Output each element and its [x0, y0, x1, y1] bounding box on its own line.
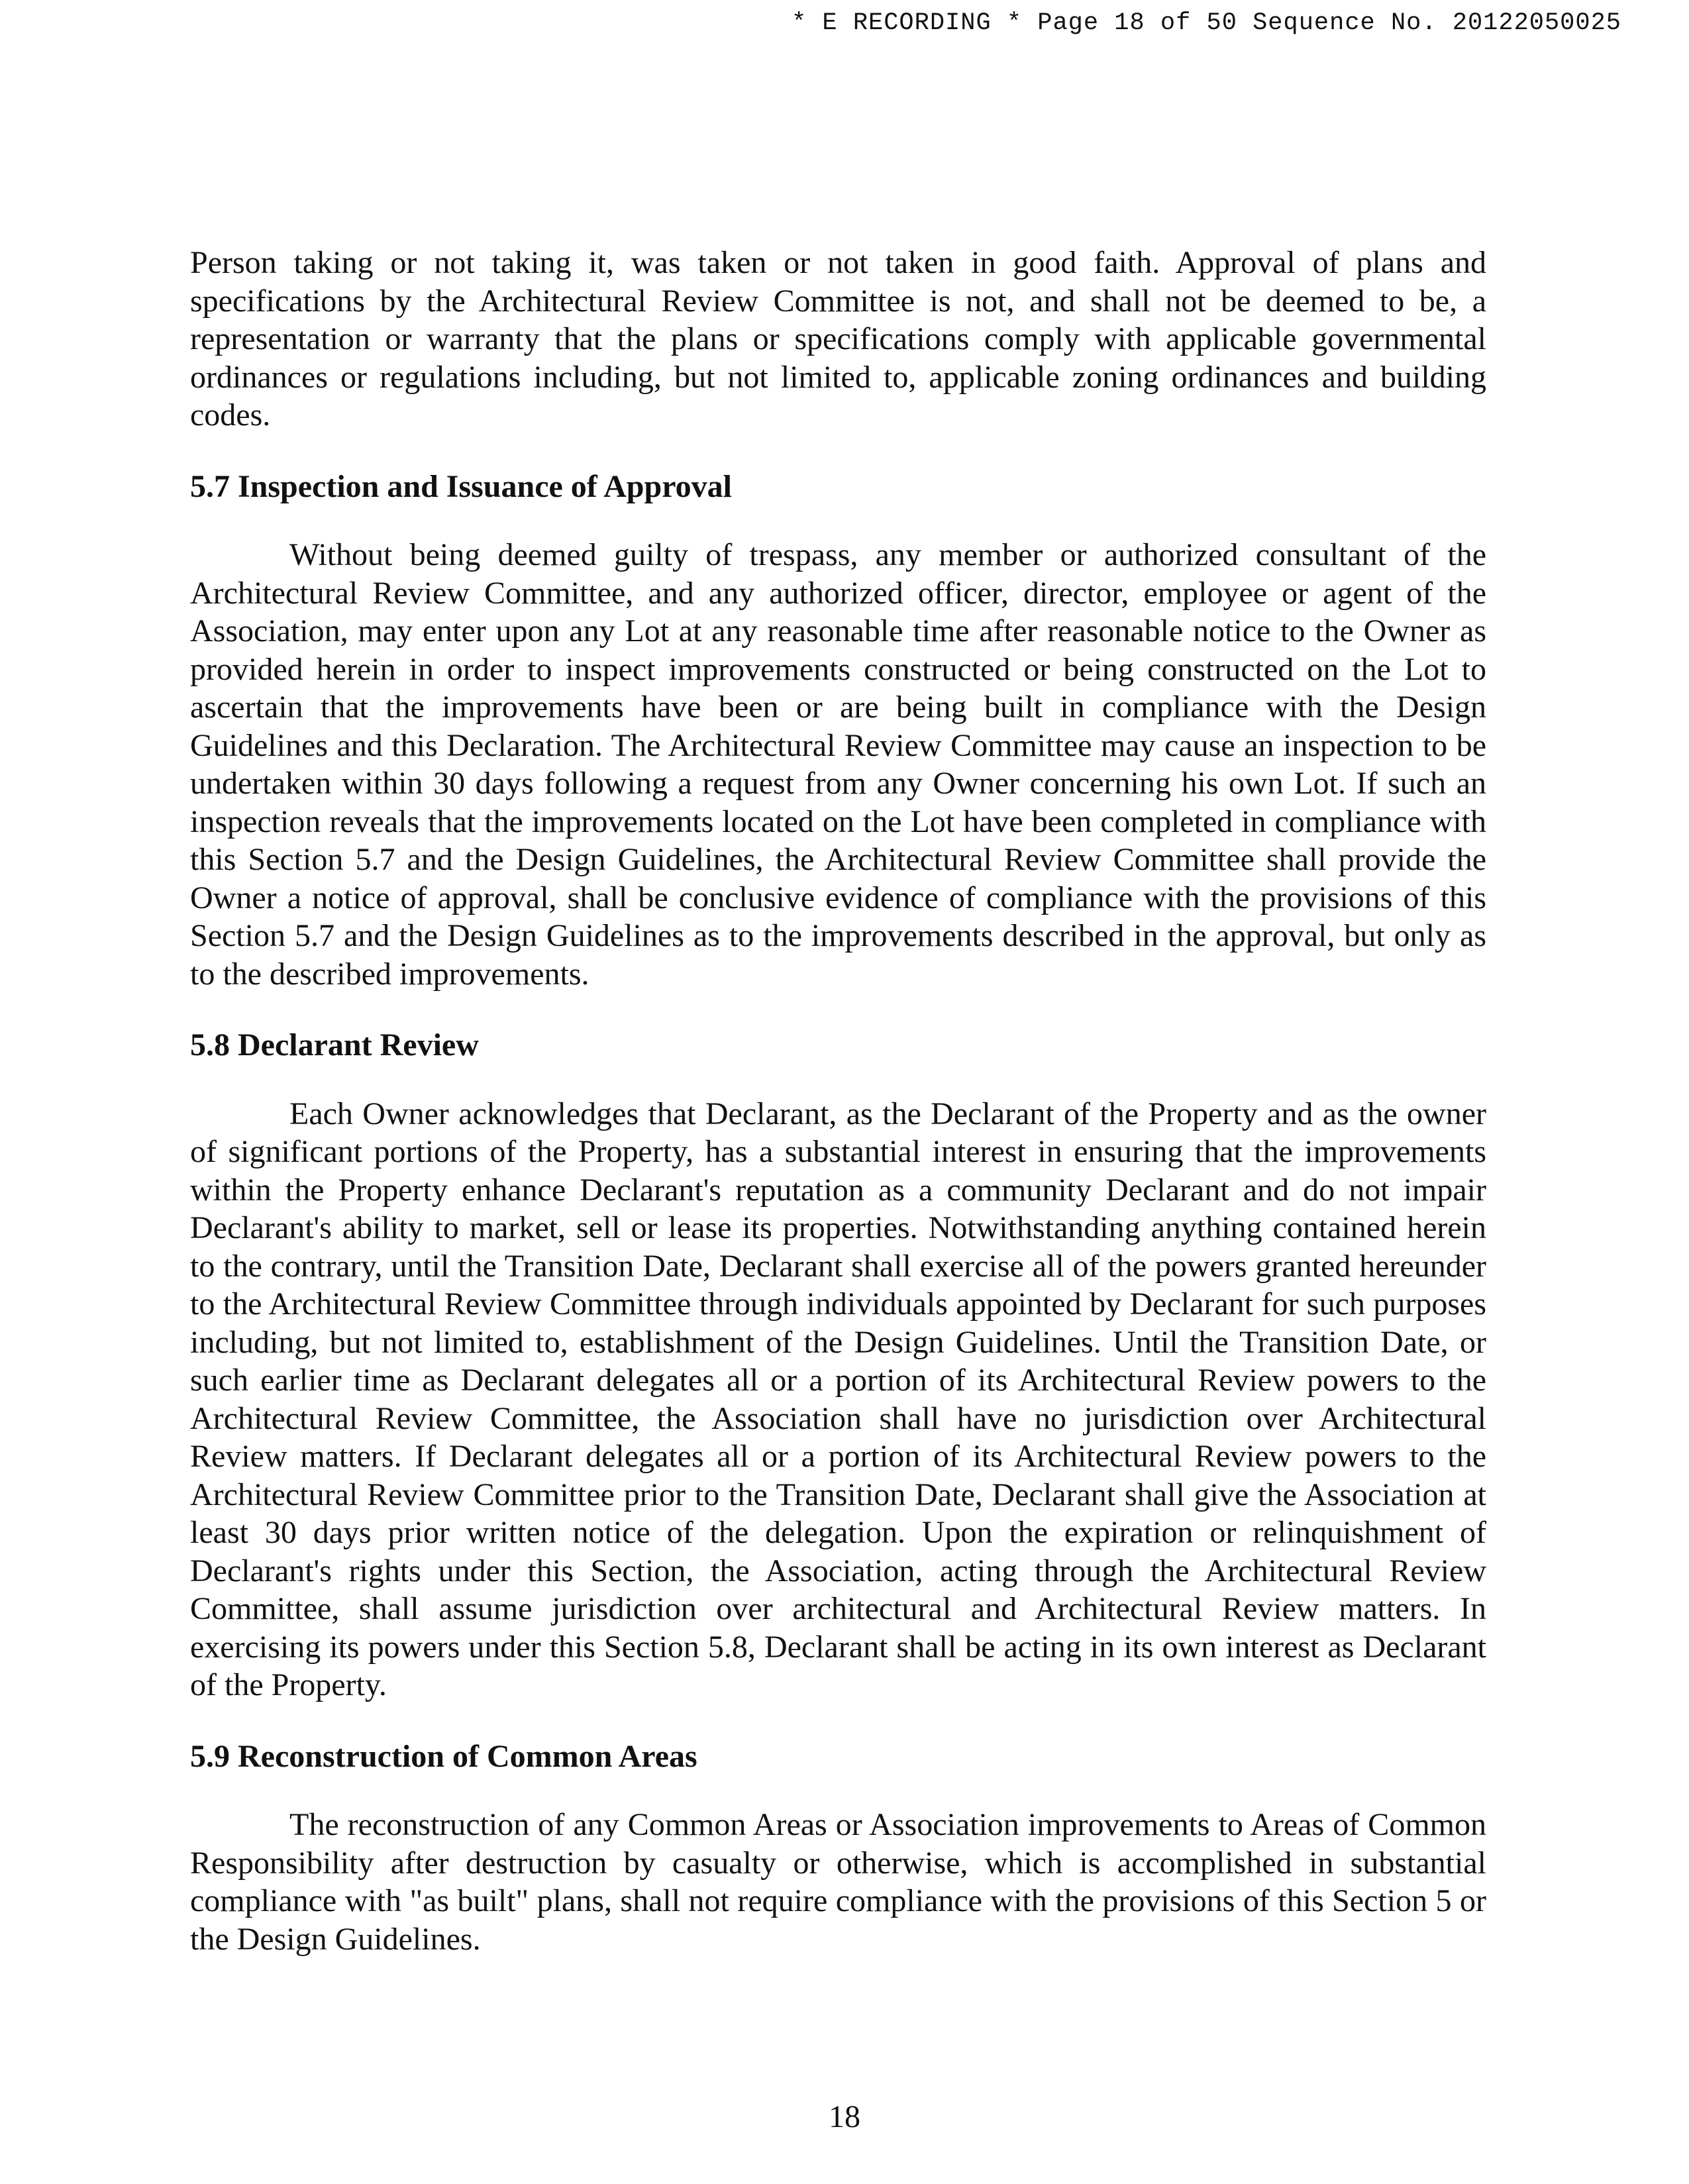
section-5-8-body: Each Owner acknowledges that Declarant, as the Declarant of the Property and as the owner of significant portions of the Property, has a substantial interest in ensuring that the improvements within the Property enhance Declarant's reputation as a community Declarant and do not impair Declarant's ability to market, sell or lease its properties. Notwithstanding anything contained herein to the contrary, until the Transition Date, Declarant shall exercise all of the powers granted hereunder to the Architectural Review Committee through individuals appointed by Declarant for such purposes including, but not limited to, establishment of the Design Guidelines. Until the Transition Date, or such earlier time as Declarant delegates all or a portion of its Architectural Review powers to the Architectural Review Committee, the Association shall have no jurisdiction over Architectural Review matters. If Declarant delegates all or a portion of its Architectural Review powers to the Architectural Review Committee prior to the Transition Date, Declarant shall give the Association at least 30 days prior written notice of the delegation. Upon the expiration or relinquishment of Declarant's rights under this Section, the Association, acting through the Architectural Review Committee, shall assume jurisdiction over architectural and Architectural Review matters. In exercising its powers under this Section 5.8, Declarant shall be acting in its own interest as Declarant of the Property. — [190, 1096, 1486, 1702]
section-5-7-body: Without being deemed guilty of trespass, any member or authorized consultant of the Architectural Review Committee, and any authorized officer, director, employee or agent of the Association, may enter upon any Lot at any reasonable time after reasonable notice to the Owner as provided herein in order to inspect improvements constructed or being constructed on the Lot to ascertain that the improvements have been or are being built in compliance with the Design Guidelines and this Declaration. The Architectural Review Committee may cause an inspection to be undertaken within 30 days following a request from any Owner concerning his own Lot. If such an inspection reveals that the improvements located on the Lot have been completed in compliance with this Section 5.7 and the Design Guidelines, the Architectural Review Committee shall provide the Owner a notice of approval, shall be conclusive evidence of compliance with the provisions of this Section 5.7 and the Design Guidelines as to the improvements described in the approval, but only as to the described improvements. — [190, 537, 1486, 992]
spacer — [190, 505, 1486, 536]
continuation-paragraph: Person taking or not taking it, was taken or not taken in good faith. Approval of plans and specifications by the Architectural Review Committee is not, and shall not be deemed to be, a representation or warranty that the plans or specifications comply with applicable governmental ordinances or regulations including, but not limited to, applicable zoning ordinances and building codes. — [190, 245, 1486, 433]
recording-header: * E RECORDING * Page 18 of 50 Sequence No. 20122050025 — [792, 9, 1621, 37]
document-body — [190, 244, 1486, 1958]
section-5-9-heading: 5.9 Reconstruction of Common Areas — [190, 1738, 697, 1774]
section-5-9-body: The reconstruction of any Common Areas or Association improvements to Areas of Common Responsibility after destruction by casualty or otherwise, which is accomplished in substantial compliance with "as built" plans, shall not require compliance with the provisions of this Section 5 or the Design Guidelines. — [190, 1807, 1486, 1957]
section-5-8-heading: 5.8 Declarant Review — [190, 1027, 479, 1063]
spacer — [190, 993, 1486, 1026]
spacer — [190, 1065, 1486, 1095]
spacer — [190, 1775, 1486, 1806]
page-number: 18 — [829, 2099, 860, 2134]
section-5-7-heading: 5.7 Inspection and Issuance of Approval — [190, 468, 732, 504]
spacer — [190, 435, 1486, 468]
spacer — [190, 1704, 1486, 1738]
